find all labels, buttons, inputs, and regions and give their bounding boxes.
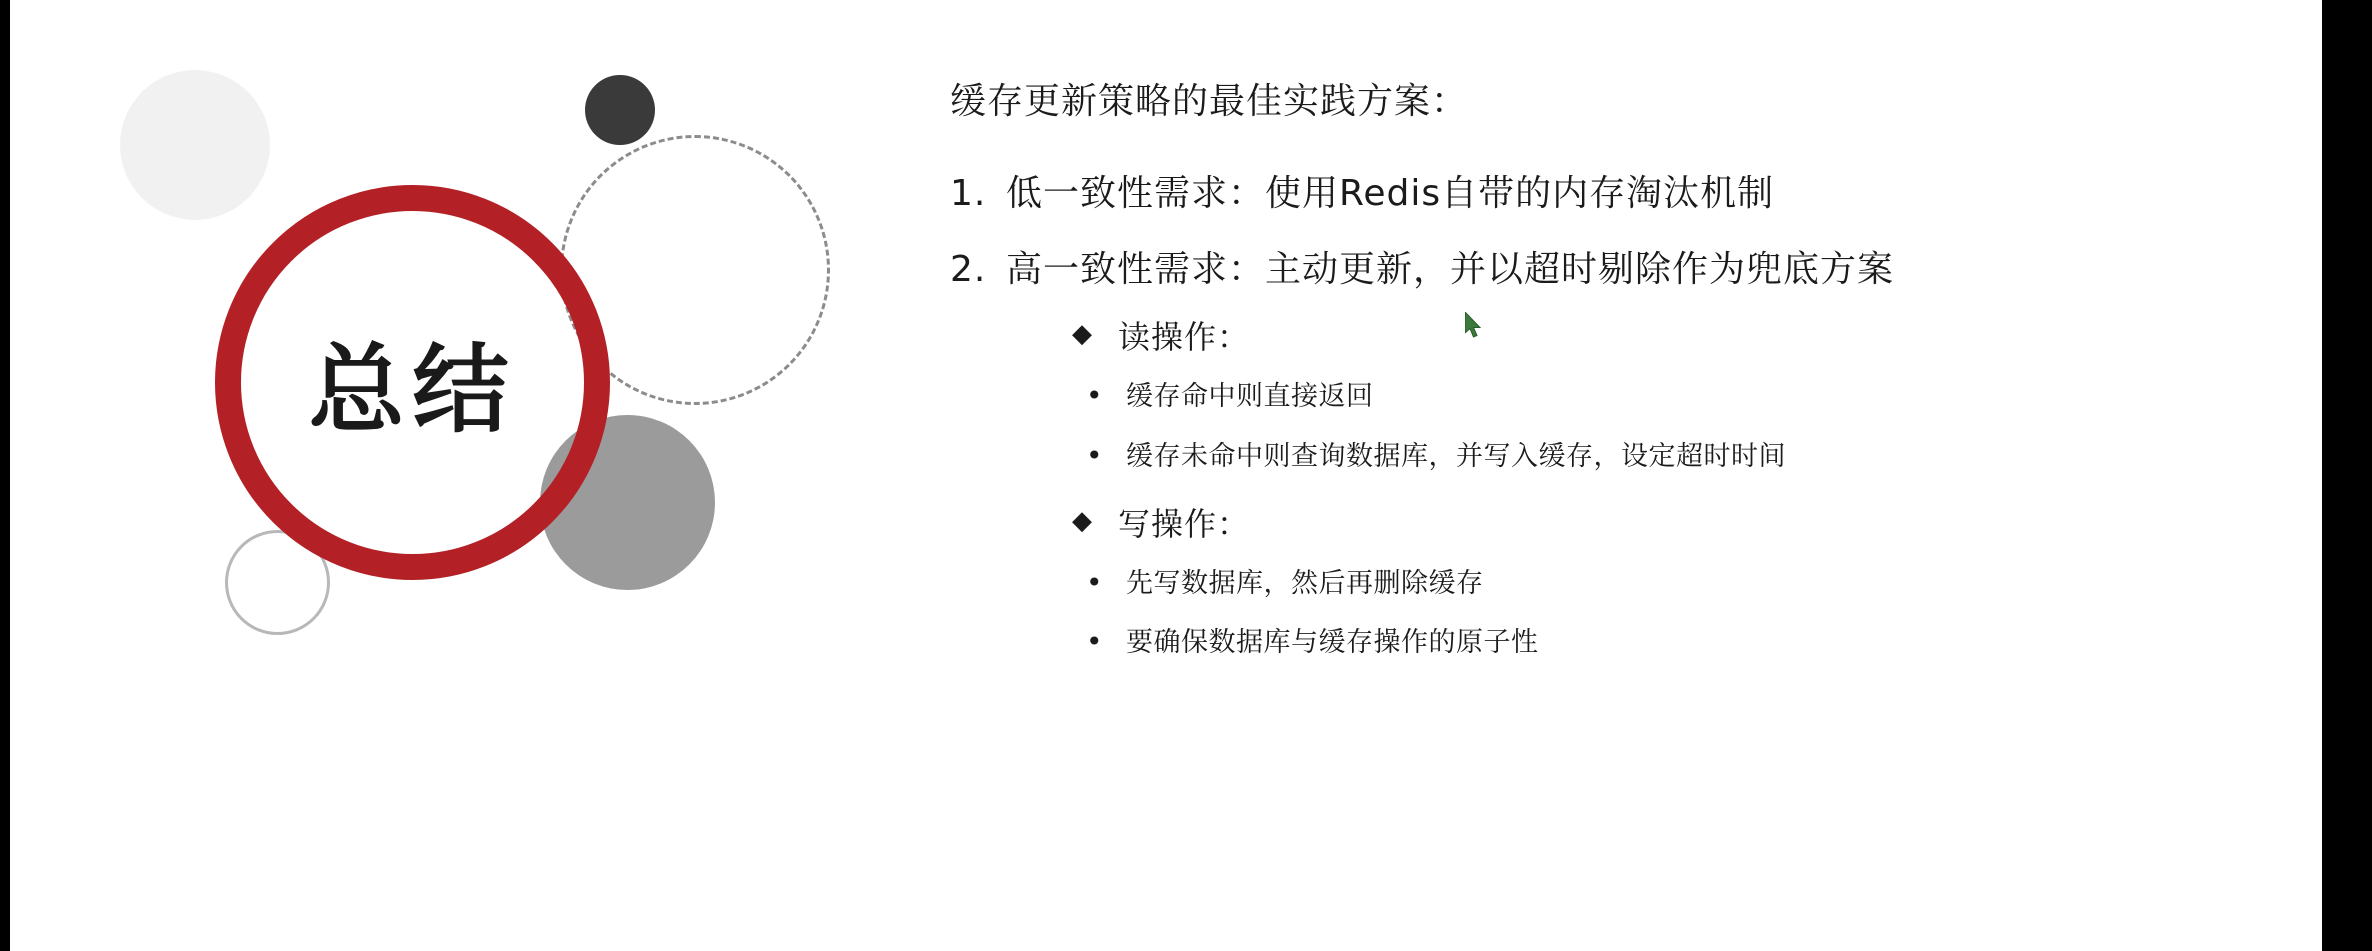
dot-bullet-icon: •	[1086, 438, 1104, 472]
list-item-text: 要确保数据库与缓存操作的原子性	[1126, 627, 1539, 659]
read-operation-bullets	[1006, 378, 2250, 476]
diamond-bullet-icon: ◆	[1072, 505, 1093, 536]
write-operation-bullets	[1006, 565, 2250, 663]
slide-badge-label: 总结	[308, 334, 517, 446]
list-item	[1080, 565, 2250, 603]
list-item-text: 缓存命中则直接返回	[1126, 381, 1374, 413]
list-item-text: 先写数据库，然后再删除缓存	[1126, 567, 1484, 599]
lead-paragraph: 缓存更新策略的最佳实践方案：	[950, 81, 1469, 122]
list-item	[1080, 438, 2250, 476]
numbered-list	[950, 169, 2250, 663]
list-item-number: 1.	[950, 172, 987, 214]
sub-section-heading-text: 写操作：	[1118, 504, 1251, 543]
sub-section-heading-write	[1072, 502, 2250, 547]
sub-section-heading-read	[1072, 315, 2250, 360]
sub-section-heading-text: 读操作：	[1118, 318, 1251, 357]
list-item-text: 缓存未命中则查询数据库，并写入缓存，设定超时时间	[1126, 440, 1786, 472]
list-item	[950, 245, 2250, 662]
list-item-text: 低一致性需求：使用Redis自带的内存淘汰机制	[1006, 172, 1775, 214]
list-item	[950, 169, 2250, 219]
slide-canvas	[10, 0, 2322, 951]
dot-bullet-icon: •	[1086, 565, 1104, 599]
slide-content	[950, 78, 2250, 688]
list-item-number: 2.	[950, 248, 987, 290]
sub-section-list	[1006, 502, 2250, 547]
sub-section-list	[1006, 315, 2250, 360]
decorative-graphic	[50, 20, 880, 720]
dark-circle-icon	[585, 75, 655, 145]
list-item-text: 高一致性需求：主动更新，并以超时剔除作为兜底方案	[1006, 248, 1895, 290]
list-item	[1080, 624, 2250, 662]
list-item	[1080, 378, 2250, 416]
diamond-bullet-icon: ◆	[1072, 319, 1093, 350]
dot-bullet-icon: •	[1086, 379, 1104, 413]
dot-bullet-icon: •	[1086, 625, 1104, 659]
